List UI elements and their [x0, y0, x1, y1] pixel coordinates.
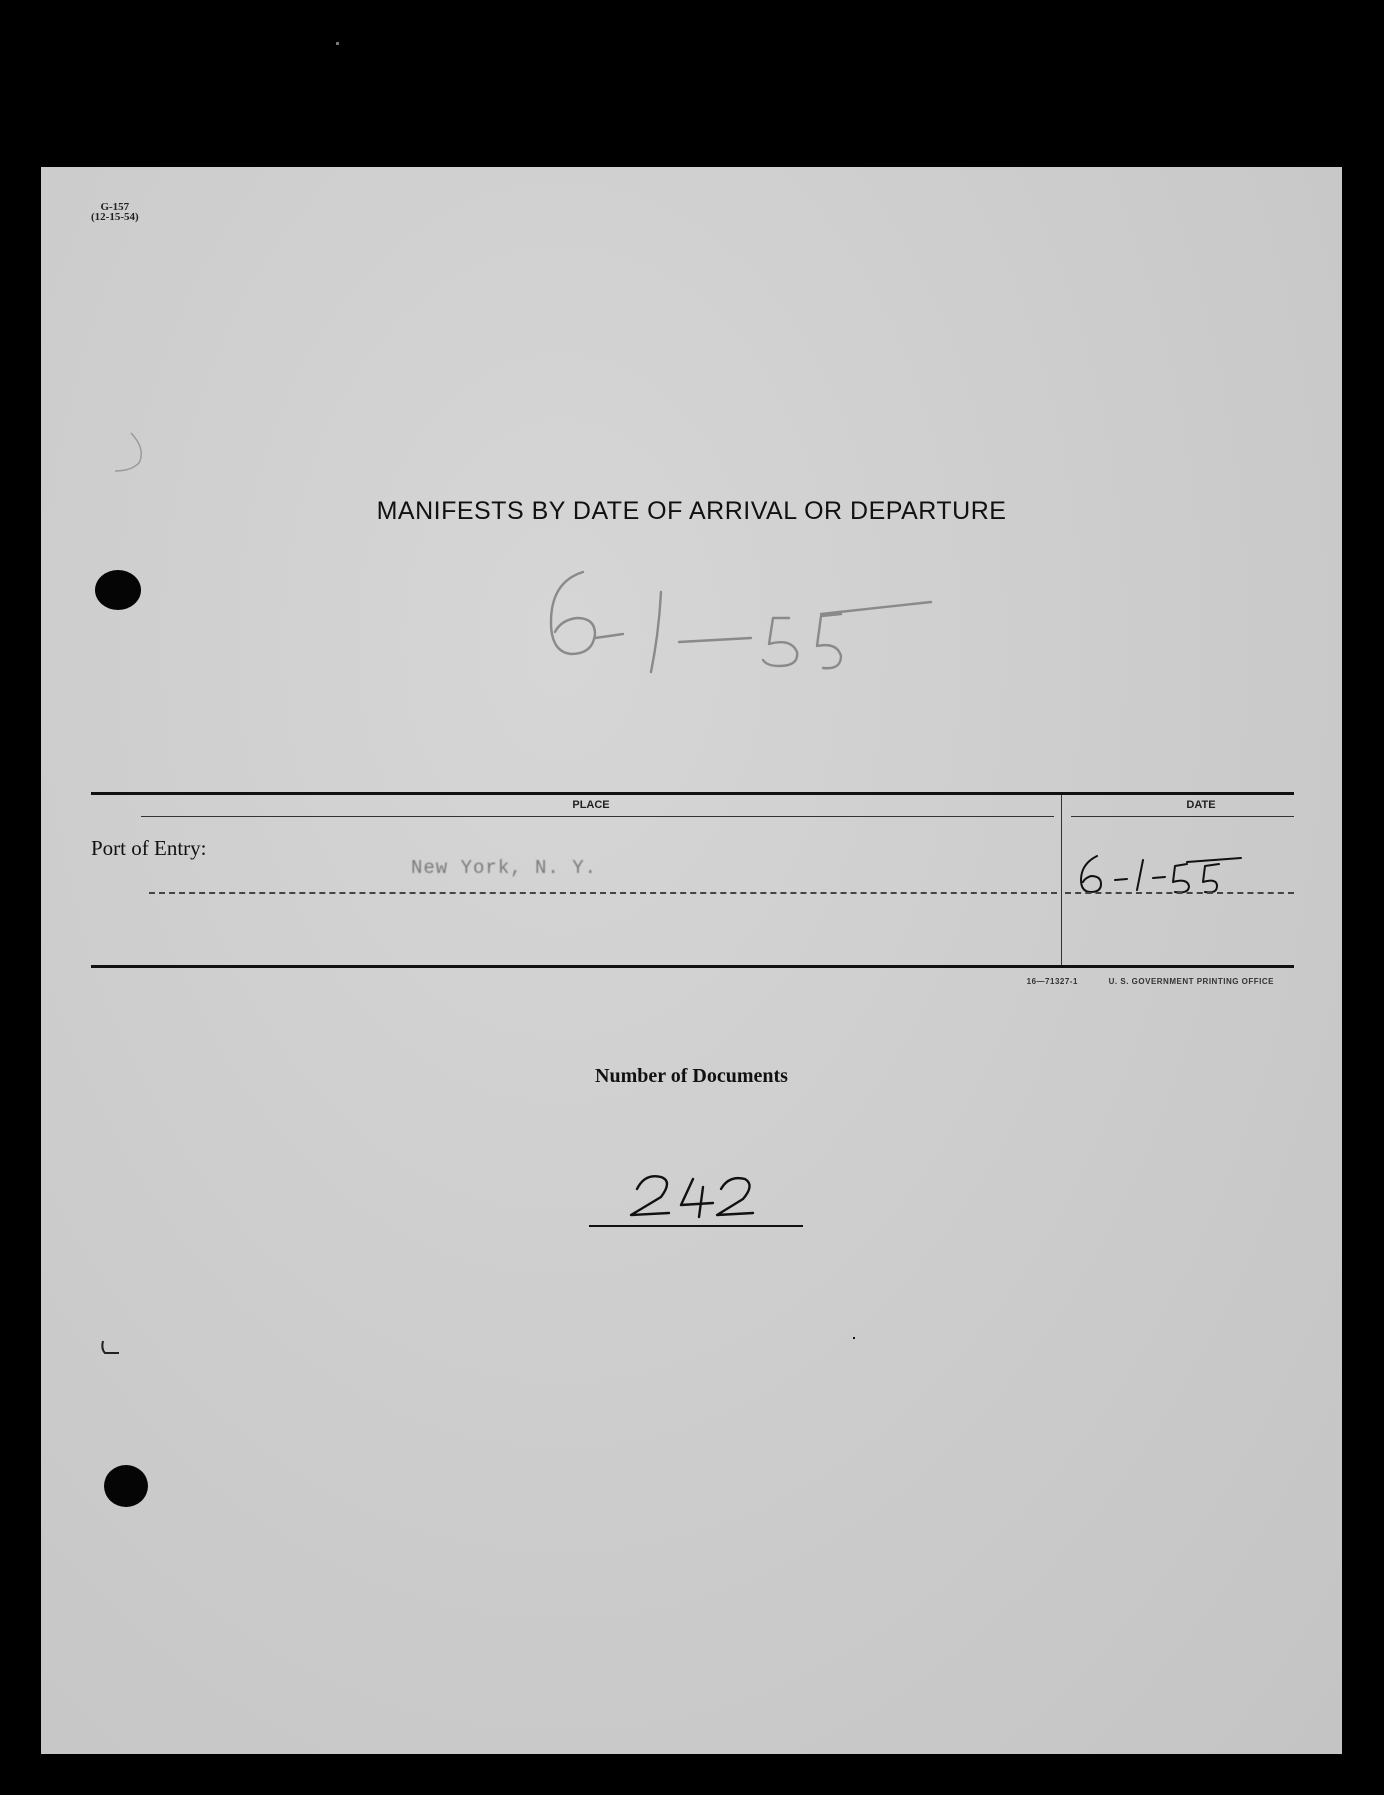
printer-imprint: [1027, 977, 1274, 986]
place-column-header: PLACE: [572, 799, 610, 811]
place-dotted-line: [149, 892, 1057, 894]
form-code: [91, 202, 139, 222]
column-divider: [1061, 795, 1062, 965]
port-of-entry-label: Port of Entry:: [91, 836, 207, 860]
number-of-documents-label: Number of Documents: [595, 1065, 788, 1087]
place-value: New York, N. Y.: [411, 857, 598, 879]
handwritten-date-large: [511, 562, 991, 687]
count-underline: [589, 1225, 803, 1227]
header-rule-place: [141, 816, 1054, 817]
date-column-header: DATE: [1186, 799, 1216, 811]
form-revision: (12-15-54): [91, 211, 139, 223]
punch-hole-bottom: [104, 1465, 148, 1507]
margin-tick: [99, 1339, 129, 1361]
punch-hole-top: [95, 570, 141, 610]
printer-code: 16—71327-1: [1026, 977, 1078, 986]
document-sheet: [41, 167, 1342, 1754]
page-title: MANIFESTS BY DATE OF ARRIVAL OR DEPARTURE: [376, 497, 1007, 525]
form-number: G-157: [100, 201, 130, 213]
date-dotted-line: [1065, 892, 1294, 894]
margin-mark: [101, 427, 151, 487]
printer-office: U. S. GOVERNMENT PRINTING OFFICE: [1108, 977, 1274, 986]
handwritten-document-count: [589, 1167, 803, 1227]
table-top-rule: [91, 792, 1294, 795]
table-bottom-rule: [91, 965, 1294, 968]
port-of-entry-table: [91, 792, 1294, 1142]
document-count-field: [589, 1167, 803, 1227]
scan-speck: [336, 42, 339, 45]
header-rule-date: [1071, 816, 1294, 817]
paper-speck: [853, 1337, 855, 1339]
